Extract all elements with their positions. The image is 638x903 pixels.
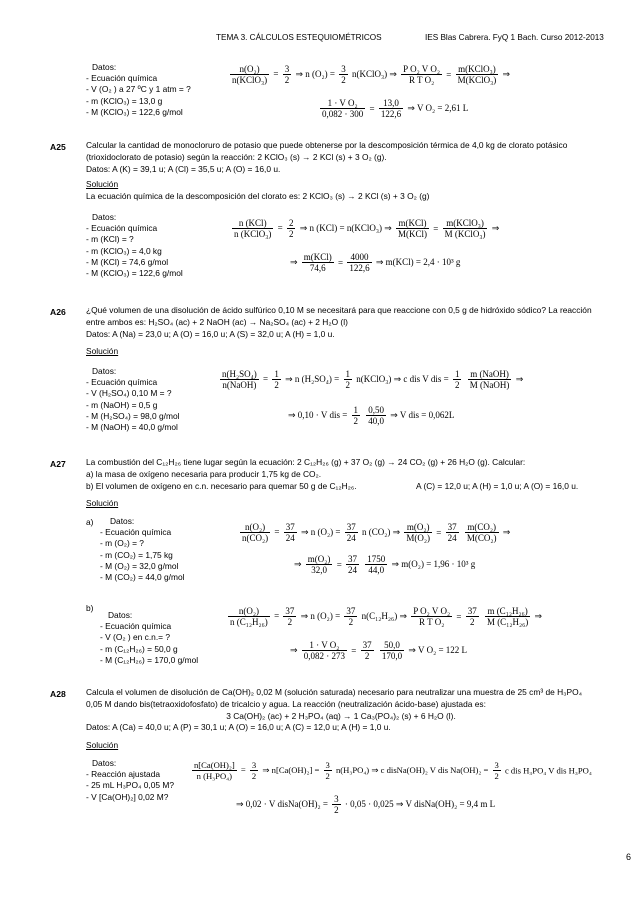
denominator: 32,0: [311, 565, 327, 575]
math-text: ⇒: [294, 559, 302, 569]
math-text: ⇒: [290, 257, 298, 267]
math-text: ⇒ m(KCl) = 2,4 · 10³ g: [375, 257, 461, 267]
fraction: [365, 554, 387, 575]
solution-heading: Solución: [86, 740, 119, 751]
numerator: 3: [334, 794, 339, 804]
part-a-label: a): [86, 517, 94, 527]
numerator: 37: [447, 522, 457, 532]
data-line: Datos:: [92, 62, 117, 72]
fraction: [361, 640, 374, 661]
denominator: 2: [251, 771, 257, 781]
data-line: - M (KCl) = 74,6 g/mol: [86, 256, 169, 267]
fraction: [324, 760, 332, 781]
numerator: 3: [284, 64, 290, 74]
denominator: 2: [469, 617, 475, 627]
question-a: a) la masa de oxígeno necesaria para producir 1,75 kg de CO₂.: [86, 468, 322, 479]
denominator: 170,0: [381, 651, 403, 661]
numerator: m (NaOH): [468, 369, 512, 380]
denominator: n (H₃PO₄): [196, 771, 233, 781]
denominator: 2: [353, 416, 359, 426]
a27a-equation-1: $\frac{\text{n(O₂)}}{\text{n(CO₂)}}$ = $\frac{37}{24}$ ⇒ n (O₂) = $\frac{37}{24}$ n (CO₂) ⇒ $\frac{\text{m(O₂)}}{\text{M(O₂)}}$ = $\frac{37}{24}$ $\frac{\text{m(CO₂)}}{\text{M(CO₂)}}$ ⇒: [242, 522, 511, 543]
data-line: - V [Ca(OH)₂] 0,02 M?: [86, 791, 169, 802]
a27a-equation-2: [294, 554, 475, 575]
data-line: - M (H₂SO₄) = 98,0 g/mol: [86, 410, 180, 421]
a28-data: [86, 758, 174, 803]
numerator: P O₂ V O₂: [403, 64, 441, 74]
math-text: ⇒ V dis = 0,062L: [390, 410, 455, 420]
a26-equation-1: $\frac{\text{n(H₂SO₄)}}{\text{n(NaOH)}}$ = $\frac{1}{2}$ ⇒ n (H₂SO₄) = $\frac{1}{2}$ n(KClO₃) ⇒ c dis V dis = $\frac{1}{2}$ $\frac{\text{m (NaOH)}}{\text{M (NaOH)}}$ ⇒: [222, 369, 524, 390]
fraction: [230, 64, 269, 85]
numerator: 1750: [367, 554, 386, 564]
numerator: 3: [325, 760, 330, 770]
data-line: - M (O₂) = 32,0 g/mol: [100, 560, 179, 571]
fraction: [453, 369, 462, 390]
atomic-masses: Datos: A (K) = 39,1 u; A (Cl) = 35,5 u; A (O) = 16,0 u.: [86, 163, 281, 174]
fraction: [465, 522, 499, 543]
math-text: =: [351, 645, 357, 656]
numerator: m (C₁₂H₂₆): [485, 606, 530, 617]
math-text: =: [336, 559, 342, 570]
problem-label-a26: A26: [50, 307, 66, 317]
data-line: - M (KClO₃) = 122,6 g/mol: [86, 268, 183, 279]
solution-heading: Solución: [86, 498, 119, 509]
denominator: 2: [348, 617, 354, 627]
data-line: Datos:: [108, 610, 133, 620]
data-line: - M (NaOH) = 40,0 g/mol: [86, 422, 178, 433]
problem-label-a27: A27: [50, 459, 66, 469]
data-line: - Ecuación química: [86, 223, 158, 234]
fraction: [345, 522, 358, 543]
problem-label-a25: A25: [50, 142, 66, 152]
math-text: ⇒: [491, 223, 500, 233]
numerator: 0,50: [368, 405, 385, 415]
denominator: 2: [454, 380, 460, 390]
numerator: 4000: [347, 252, 371, 263]
data-line: - Ecuación química: [86, 377, 158, 388]
problem-text: Calcula el volumen de disolución de Ca(OH)₂ 0,02 M (solución saturada) necesario para neutralizar una muestra de 25 cm³ de H₃PO₄ 0,05 M dando bis(tetraoxidofosfato) de tricalcio y agua. La reacción (neutralización ácido-base) ajustada es:: [86, 687, 583, 709]
denominator: M (KClO₃): [444, 229, 486, 239]
math-text: =: [436, 527, 442, 538]
denominator: n(KClO₃): [232, 75, 268, 85]
denominator: 74,6: [309, 263, 326, 273]
a27a-data: [100, 516, 184, 583]
fraction: [283, 606, 296, 627]
numerator: 1: [353, 405, 359, 415]
math-text: =: [456, 611, 462, 622]
denominator: R T O₂: [408, 75, 435, 85]
a25-equation-1: $\frac{\text{n (KCl)}}{\text{n (KClO₃)}}$ = $\frac{2}{2}$ ⇒ n (KCl) = n(KClO₃) ⇒ $\frac{\text{m(KCl)}}{\text{M(KCl)}}$ = $\frac{\text{m(KClO₃)}}{\text{M (KClO₃)}}$ ⇒: [234, 218, 500, 239]
a28-equation-2: [236, 794, 495, 815]
denominator: 2: [364, 651, 370, 661]
numerator: 37: [285, 606, 295, 616]
fraction: [272, 369, 281, 390]
denominator: 122,6: [349, 263, 370, 273]
data-line: - m (KCl) = ?: [86, 234, 134, 245]
denominator: 44,0: [368, 565, 385, 575]
fraction: [401, 64, 442, 85]
math-text: ⇒ n (O₂) =: [295, 69, 335, 79]
atomic-masses: Datos: A (Na) = 23,0 u; A (O) = 16,0 u; A (S) = 32,0 u; A (H) = 1,0 u.: [86, 328, 335, 339]
numerator: 2: [288, 218, 294, 228]
fraction: [346, 554, 359, 575]
fraction: [332, 794, 341, 815]
math-text: n(H₃PO₄) ⇒ c disNa(OH)₂ V dis Na(OH)₂ =: [335, 765, 489, 775]
denominator: M(CO₂): [466, 533, 497, 543]
denominator: 24: [346, 533, 356, 543]
denominator: 2: [345, 380, 350, 390]
numerator: 37: [285, 522, 295, 532]
data-line: - M (C₁₂H₂₆) = 170,0 g/mol: [100, 654, 199, 665]
numerator: m(KCl): [303, 252, 332, 262]
denominator: n (KClO₃): [234, 229, 272, 239]
data-line: - m (C₁₂H₂₆) = 50,0 g: [100, 643, 178, 654]
top-equation-2: [318, 98, 468, 119]
denominator: 2: [288, 229, 294, 239]
denominator: 122,6: [380, 109, 402, 119]
math-text: =: [446, 69, 452, 80]
fraction: [485, 606, 530, 627]
math-text: ⇒ V O₂ = 122 L: [408, 645, 468, 655]
denominator: 40,0: [368, 416, 385, 426]
data-line: - Ecuación química: [100, 527, 172, 538]
denominator: 2: [325, 771, 330, 781]
top-data: [86, 62, 191, 118]
data-line: - m (O₂) = ?: [100, 538, 144, 549]
a26-equation-2: [288, 405, 454, 426]
denominator: 2: [284, 75, 290, 85]
a25-equation-2: [290, 252, 460, 273]
fraction: [456, 64, 499, 85]
numerator: m(O₂): [307, 554, 331, 564]
numerator: P O₂ V O₂: [413, 606, 451, 616]
denominator: M(KClO₃): [457, 75, 497, 85]
fraction: [493, 760, 501, 781]
numerator: 1 · V O₂: [320, 98, 365, 109]
numerator: 50,0: [380, 640, 404, 651]
atomic-masses: Datos: A (Ca) = 40,0 u; A (P) = 30,1 u; A (O) = 16,0 u; A (C) = 12,0 u; A (H) = 1,0 u.: [86, 722, 391, 733]
fraction: [404, 522, 432, 543]
data-line: - m (KClO₃) = 4,0 kg: [86, 245, 162, 256]
denominator: M(O₂): [406, 533, 431, 543]
numerator: 37: [467, 606, 477, 616]
fraction: [379, 98, 403, 119]
problem-text: Calcular la cantidad de monocloruro de potasio que puede obtenerse por la descomposición térmica de 4,0 kg de clorato potásico (trioxidoclorato de potasio) según la reacción: 2 KClO₃ (s) → 2 KCl (s) + 3 O₂ (g).: [86, 140, 568, 162]
math-text: ⇒: [290, 645, 298, 655]
fraction: [352, 405, 361, 426]
math-text: ⇒ m(O₂) = 1,96 · 10³ g: [391, 559, 476, 569]
fraction: [396, 218, 429, 239]
data-line: Datos:: [92, 366, 117, 376]
solution-heading: Solución: [86, 179, 119, 190]
denominator: 24: [348, 565, 358, 575]
atomic-masses: A (C) = 12,0 u; A (H) = 1,0 u; A (O) = 16,0 u.: [416, 480, 579, 491]
numerator: n(O₂): [228, 606, 270, 617]
math-text: n (CO₂) ⇒: [361, 527, 401, 537]
fraction: [220, 369, 259, 390]
data-line: - Ecuación química: [100, 621, 172, 632]
a28-equation-1: $\frac{\text{n[Ca(OH)₂]}}{\text{n (H₃PO₄)}}$ = $\frac{3}{2}$ ⇒ n[Ca(OH)₂] = $\frac{3}{2}$ n(H₃PO₄) ⇒ c disNa(OH)₂ V dis Na(OH)₂ = $\frac{3}{2}$ c dis H₃PO₄ V dis H₃PO₄: [194, 760, 592, 781]
numerator: n(O₂): [240, 522, 270, 533]
numerator: n(H₂SO₄): [222, 369, 257, 379]
top-equation-1: $\frac{\text{n(O₂)}}{\text{n(KClO₃)}}$ = $\frac{3}{2}$ ⇒ n (O₂) = $\frac{3}{2}$ n(KClO₃) ⇒ $\frac{\text{P O₂ V O₂}}{\text{R T O₂}}$ = $\frac{\text{m(KClO₃)}}{\text{M(KClO₃)}}$ ⇒: [232, 64, 511, 85]
denominator: 24: [285, 533, 295, 543]
data-line: Datos:: [110, 516, 135, 526]
fraction: [339, 64, 348, 85]
numerator: 1: [274, 369, 279, 379]
math-text: c dis H₃PO₄ V dis H₃PO₄: [504, 765, 592, 776]
math-text: =: [433, 223, 439, 234]
math-text: ⇒ n (O₂) =: [300, 611, 341, 621]
math-text: =: [369, 103, 375, 114]
question-b: b) El volumen de oxígeno en c.n. necesario para quemar 50 g de C₁₂H₂₆.: [86, 480, 357, 491]
denominator: n (C₁₂H₂₆): [230, 617, 268, 627]
numerator: 1: [345, 369, 350, 379]
denominator: 2: [341, 75, 346, 85]
denominator: R T O₂: [419, 617, 445, 627]
data-line: - Reacción ajustada: [86, 769, 161, 780]
a27b-equation-1: $\frac{\text{n(O₂)}}{\text{n (C₁₂H₂₆)}}$ = $\frac{37}{2}$ ⇒ n (O₂) = $\frac{37}{2}$ n(C₁₂H₂₆) ⇒ $\frac{\text{P O₂ V O₂}}{\text{R T O₂}}$ = $\frac{37}{2}$ $\frac{\text{m (C₁₂H₂₆)}}{\text{M (C₁₂H₂₆)}}$ ⇒: [230, 606, 543, 627]
a27b-data: [100, 610, 198, 666]
math-text: ⇒: [534, 611, 543, 621]
data-line: - m (CO₂) = 1,75 kg: [100, 549, 173, 560]
math-text: n(KClO₃) ⇒ c dis V dis =: [356, 374, 449, 384]
data-line: - m (KClO₃) = 13,0 g: [86, 95, 163, 106]
a27b-equation-2: [290, 640, 467, 661]
denominator: M (C₁₂H₂₆): [486, 617, 529, 627]
numerator: 3: [341, 64, 346, 74]
page-number: 6: [626, 852, 632, 862]
fraction: [302, 252, 334, 273]
fraction: [284, 522, 297, 543]
reaction-equation: 3 Ca(OH)₂ (ac) + 2 H₃PO₄ (aq) → 1 Ca₃(PO₄)₂ (s) + 6 H₂O (l).: [226, 710, 456, 721]
math-text: ⇒: [502, 527, 511, 537]
data-line: - V (H₂SO₄) 0,10 M = ?: [86, 388, 172, 399]
numerator: n[Ca(OH)₂]: [194, 760, 235, 770]
fraction: [380, 640, 404, 661]
a25-data: [86, 212, 183, 279]
problem-a25-statement: [86, 140, 596, 203]
math-text: ⇒ n (H₂SO₄) =: [285, 374, 340, 384]
denominator: 0,082 · 300: [322, 109, 364, 119]
math-text: ⇒ n (KCl) = n(KClO₃) ⇒: [299, 223, 392, 233]
math-text: ⇒ 0,02 · V disNa(OH)₂ =: [236, 799, 328, 809]
denominator: 0,082 · 273: [303, 651, 346, 661]
numerator: m(KClO₃): [456, 64, 499, 75]
fraction: [228, 606, 270, 627]
problem-a28-statement: [86, 687, 596, 752]
math-text: ⇒ 0,10 · V dis =: [288, 410, 348, 420]
math-text: n(KClO₃) ⇒: [351, 69, 397, 79]
data-line: - V (O₂ ) a 27 ºC y 1 atm = ?: [86, 84, 191, 95]
numerator: 37: [348, 554, 358, 564]
problem-text: La combustión del C₁₂H₂₆ tiene lugar según la ecuación: 2 C₁₂H₂₆ (g) + 37 O₂ (g) → 24 CO₂ (g) + 26 H₂O (g). Calcular:: [86, 457, 526, 467]
fraction: [302, 640, 347, 661]
fraction: [344, 369, 353, 390]
fraction: [283, 64, 292, 85]
problem-a27-statement: [86, 457, 596, 510]
numerator: 3: [494, 760, 499, 770]
fraction: [411, 606, 452, 627]
fraction: [232, 218, 273, 239]
numerator: 1 · V O₂: [302, 640, 347, 651]
numerator: 3: [251, 760, 257, 770]
numerator: m(KCl): [396, 218, 429, 229]
header-title: TEMA 3. CÁLCULOS ESTEQUIOMÉTRICOS: [216, 33, 382, 42]
fraction: [366, 405, 386, 426]
problem-a26-statement: [86, 305, 596, 358]
math-text: · 0,05 · 0,025 ⇒ V disNa(OH)₂ = 9,4 m L: [344, 799, 496, 809]
math-text: n(C₁₂H₂₆) ⇒: [361, 611, 407, 621]
fraction: [250, 760, 258, 781]
denominator: M(KCl): [398, 229, 428, 239]
data-line: - 25 mL H₃PO₄ 0,05 M?: [86, 780, 174, 791]
math-text: ⇒ n[Ca(OH)₂] =: [262, 765, 320, 775]
math-text: ⇒ V O₂ = 2,61 L: [407, 103, 469, 113]
fraction: [287, 218, 296, 239]
fraction: [320, 98, 365, 119]
fraction: [443, 218, 488, 239]
math-text: ⇒: [502, 69, 511, 79]
header-school: IES Blas Cabrera. FyQ 1 Bach. Curso 2012-2013: [425, 33, 604, 42]
numerator: 37: [346, 522, 356, 532]
denominator: 2: [274, 380, 279, 390]
denominator: 2: [334, 805, 339, 815]
fraction: [347, 252, 371, 273]
problem-text: ¿Qué volumen de una disolución de ácido sulfúrico 0,10 M se necesitará para que reaccione con 0,5 g de hidróxido sódico? La reacción entre ambos es: H₂SO₄ (ac) + 2 NaOH (ac) → Na₂SO₄ (ac) + 2 H₂O (l): [86, 305, 592, 327]
denominator: n(CO₂): [242, 533, 269, 543]
numerator: 37: [346, 606, 356, 616]
denominator: 2: [494, 771, 499, 781]
data-line: - m (NaOH) = 0,5 g: [86, 399, 158, 410]
math-text: ⇒: [515, 374, 524, 384]
fraction: [344, 606, 357, 627]
math-text: =: [338, 257, 344, 268]
denominator: 2: [287, 617, 293, 627]
fraction: [306, 554, 333, 575]
data-line: - V (O₂ ) en c.n.= ?: [100, 632, 171, 643]
part-b-label: b): [86, 603, 94, 613]
denominator: 24: [447, 533, 457, 543]
a26-data: [86, 366, 179, 433]
solution-text: La ecuación química de la descomposición del clorato es: 2 KClO₃ (s) → 2 KCl (s) + 3 O₂ (g): [86, 191, 430, 202]
numerator: m(KClO₃): [443, 218, 488, 229]
data-line: - M (KClO₃) = 122,6 g/mol: [86, 106, 183, 117]
numerator: n (KCl): [232, 218, 273, 229]
data-line: - Ecuación química: [86, 73, 158, 84]
data-line: Datos:: [92, 758, 117, 768]
numerator: m(CO₂): [465, 522, 499, 533]
numerator: n(O₂): [230, 64, 269, 75]
numerator: m(O₂): [404, 522, 432, 533]
solution-heading: Solución: [86, 346, 119, 357]
numerator: 37: [362, 640, 372, 650]
fraction: [240, 522, 270, 543]
data-line: - M (CO₂) = 44,0 g/mol: [100, 572, 185, 583]
fraction: [466, 606, 479, 627]
problem-label-a28: A28: [50, 689, 66, 699]
fraction: [192, 760, 237, 781]
numerator: 1: [454, 369, 460, 379]
denominator: n(NaOH): [222, 380, 257, 390]
data-line: Datos:: [92, 212, 117, 222]
math-text: ⇒ n (O₂) =: [300, 527, 341, 537]
numerator: 13,0: [379, 98, 403, 109]
fraction: [446, 522, 459, 543]
question-b-row: [86, 481, 596, 493]
denominator: M (NaOH): [469, 380, 510, 390]
fraction: [468, 369, 512, 390]
